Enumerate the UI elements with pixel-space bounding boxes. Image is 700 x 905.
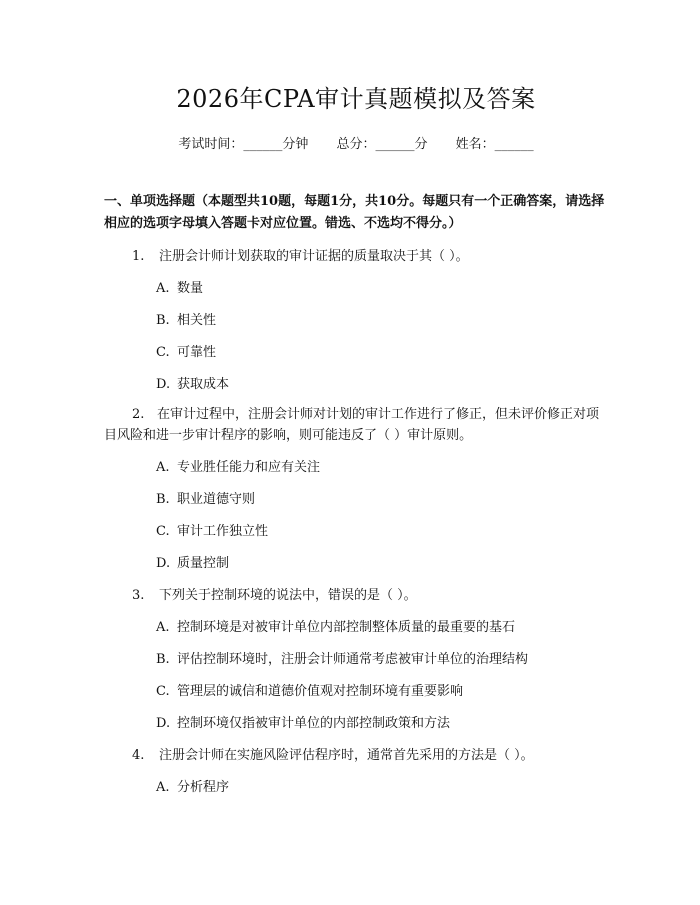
name-field: 姓名：______ [455, 137, 534, 152]
question-number: 4. [132, 748, 145, 763]
question-3 [104, 585, 608, 606]
option-text: 获取成本 [177, 377, 230, 392]
option-3d [104, 714, 608, 734]
option-text: 相关性 [177, 313, 217, 328]
question-1 [104, 246, 608, 267]
total-score-field: 总分：______分 [336, 137, 428, 152]
option-text: 专业胜任能力和应有关注 [177, 460, 321, 475]
option-letter: C. [156, 684, 170, 699]
option-2b [104, 490, 608, 510]
option-text: 控制环境是对被审计单位内部控制整体质量的最重要的基石 [177, 620, 516, 635]
exam-time-field: 考试时间：______分钟 [178, 137, 309, 152]
exam-info-line [104, 136, 608, 154]
option-letter: D. [156, 556, 171, 571]
option-text: 分析程序 [177, 780, 230, 795]
option-letter: B. [156, 492, 170, 507]
option-3a [104, 618, 608, 638]
option-text: 质量控制 [177, 556, 230, 571]
option-letter: C. [156, 524, 170, 539]
question-2 [104, 404, 608, 446]
option-text: 职业道德守则 [177, 492, 256, 507]
question-number: 2. [132, 407, 145, 422]
option-letter: A. [156, 620, 170, 635]
question-number: 3. [132, 588, 145, 603]
question-text: 注册会计师在实施风险评估程序时，通常首先采用的方法是（ ）。 [159, 748, 534, 763]
option-2a [104, 458, 608, 478]
question-4 [104, 745, 608, 766]
option-letter: A. [156, 460, 170, 475]
question-text: 下列关于控制环境的说法中，错误的是（ ）。 [159, 588, 417, 603]
option-4a [104, 778, 608, 798]
option-letter: B. [156, 652, 170, 667]
option-text: 审计工作独立性 [177, 524, 269, 539]
option-2d [104, 554, 608, 574]
option-letter: A. [156, 281, 170, 296]
option-3c [104, 682, 608, 702]
option-letter: A. [156, 780, 170, 795]
option-text: 控制环境仅指被审计单位的内部控制政策和方法 [177, 716, 451, 731]
option-1b [104, 311, 608, 331]
option-1d [104, 375, 608, 395]
option-1a [104, 279, 608, 299]
option-1c [104, 343, 608, 363]
option-letter: B. [156, 313, 170, 328]
option-letter: C. [156, 345, 170, 360]
option-letter: D. [156, 716, 171, 731]
option-3b [104, 650, 608, 670]
option-letter: D. [156, 377, 171, 392]
option-text: 评估控制环境时，注册会计师通常考虑被审计单位的治理结构 [177, 652, 529, 667]
section-heading: 一、单项选择题（本题型共10题，每题1分，共10分。每题只有一个正确答案，请选择相应的选项字母填入答题卡对应位置。错选、不选均不得分。） [104, 194, 605, 231]
question-text: 在审计过程中，注册会计师对计划的审计工作进行了修正，但未评价修正对项目风险和进一步审计程序的影响，则可能违反了（ ）审计原则。 [104, 407, 600, 443]
page-title: 2026年CPA审计真题模拟及答案 [176, 85, 536, 113]
option-text: 可靠性 [177, 345, 217, 360]
option-2c [104, 522, 608, 542]
question-text: 注册会计师计划获取的审计证据的质量取决于其（ ）。 [159, 249, 469, 264]
question-number: 1. [132, 249, 145, 264]
option-text: 数量 [177, 281, 204, 296]
option-text: 管理层的诚信和道德价值观对控制环境有重要影响 [177, 684, 464, 699]
